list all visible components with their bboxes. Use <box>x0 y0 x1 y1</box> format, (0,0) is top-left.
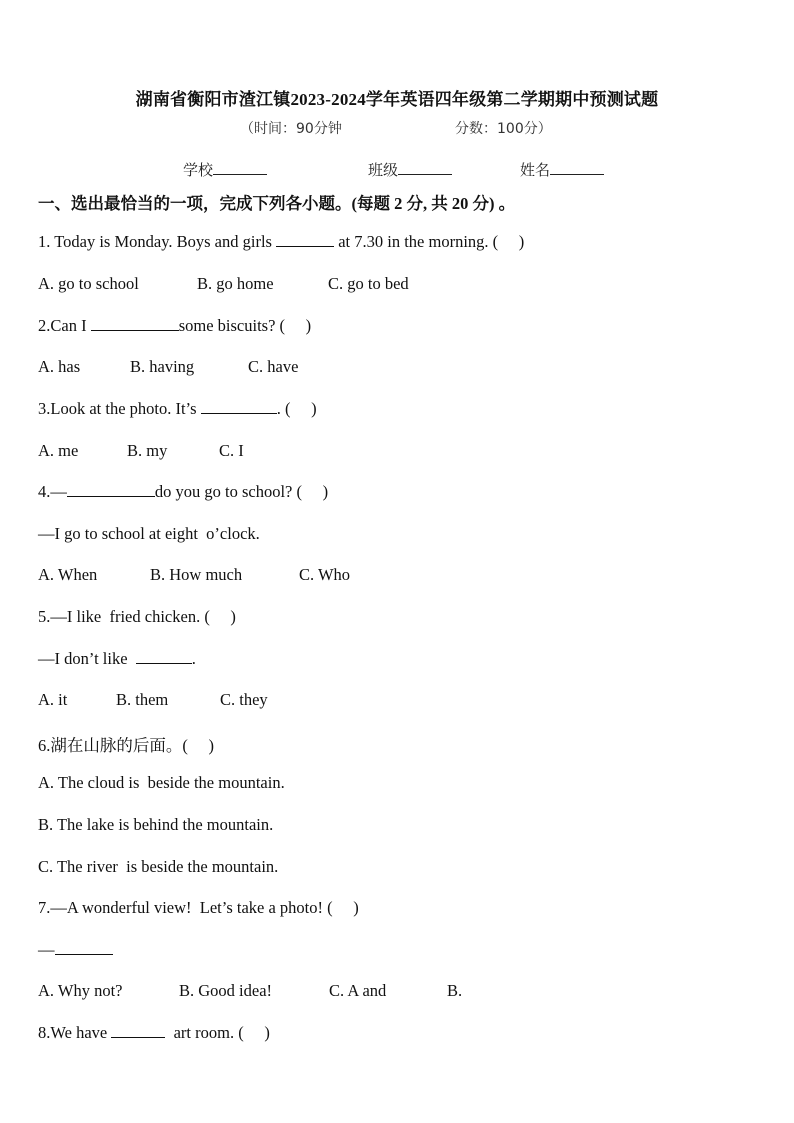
option-a[interactable]: A. The cloud is beside the mountain. <box>38 773 285 792</box>
question-text: — <box>38 940 55 959</box>
option-c[interactable]: C. have <box>248 357 299 376</box>
question-text: do you go to school? ( ) <box>154 482 329 501</box>
option-b[interactable]: B. having <box>130 357 195 376</box>
option-b[interactable]: B. go home <box>197 274 274 293</box>
question-text: 8.We have <box>38 1023 112 1042</box>
option-a[interactable]: A. Why not? <box>38 981 123 1000</box>
answer-blank[interactable] <box>201 399 277 414</box>
question-4 <box>38 482 328 502</box>
question-3 <box>38 399 317 419</box>
question-text: . <box>191 649 196 668</box>
option-d[interactable]: B. <box>447 981 463 1000</box>
question-7: 7.—A wonderful view! Let’s take a photo! ( ) <box>38 898 359 917</box>
school-blank[interactable] <box>213 160 267 175</box>
option-a[interactable]: A. me <box>38 441 79 460</box>
answer-blank[interactable] <box>55 940 113 955</box>
question-8 <box>38 1023 270 1043</box>
section-heading: 一、选出最恰当的一项，完成下列各小题。(每题 2 分, 共 20 分) 。 <box>38 194 516 213</box>
option-c[interactable]: C. A and <box>329 981 387 1000</box>
question-7-reply <box>38 940 113 960</box>
option-a[interactable]: A. has <box>38 357 81 376</box>
answer-blank[interactable] <box>91 316 179 331</box>
question-5-reply <box>38 649 196 669</box>
option-c[interactable]: C. they <box>220 690 268 709</box>
option-a[interactable]: A. it <box>38 690 68 709</box>
option-c[interactable]: C. Who <box>299 565 351 584</box>
option-c[interactable]: C. I <box>219 441 244 460</box>
option-a[interactable]: A. go to school <box>38 274 139 293</box>
question-text: —I don’t like <box>38 649 136 668</box>
question-text: 3.Look at the photo. It’s <box>38 399 201 418</box>
question-text: some biscuits? ( ) <box>178 316 312 335</box>
question-text: . ( ) <box>276 399 317 418</box>
answer-blank[interactable] <box>111 1023 165 1038</box>
option-b[interactable]: B. Good idea! <box>179 981 273 1000</box>
question-6: 6.湖在山脉的后面。( ) <box>38 736 214 755</box>
option-a[interactable]: A. When <box>38 565 98 584</box>
question-text: 2.Can I <box>38 316 91 335</box>
class-field <box>368 159 452 180</box>
option-b[interactable]: B. The lake is behind the mountain. <box>38 815 274 834</box>
question-text: art room. ( ) <box>165 1023 270 1042</box>
option-b[interactable]: B. them <box>116 690 169 709</box>
class-label: 班级 <box>368 161 399 179</box>
school-field <box>183 159 267 180</box>
option-c[interactable]: C. go to bed <box>328 274 409 293</box>
option-c[interactable]: C. The river is beside the mountain. <box>38 857 279 876</box>
exam-time: （时间：90分钟 <box>240 121 342 137</box>
question-2 <box>38 316 311 336</box>
school-label: 学校 <box>183 161 214 179</box>
question-text: 1. Today is Monday. Boys and girls <box>38 232 277 251</box>
option-b[interactable]: B. my <box>127 441 168 460</box>
question-5: 5.—I like fried chicken. ( ) <box>38 607 236 626</box>
name-field <box>520 159 604 180</box>
option-b[interactable]: B. How much <box>150 565 243 584</box>
answer-blank[interactable] <box>136 649 192 664</box>
question-4-reply: —I go to school at eight o’clock. <box>38 524 260 543</box>
class-blank[interactable] <box>398 160 452 175</box>
question-text: at 7.30 in the morning. ( ) <box>334 232 525 251</box>
answer-blank[interactable] <box>276 232 334 247</box>
question-1 <box>38 232 524 252</box>
answer-blank[interactable] <box>67 482 155 497</box>
name-blank[interactable] <box>550 160 604 175</box>
question-text: 4.— <box>38 482 67 501</box>
name-label: 姓名 <box>520 161 551 179</box>
exam-score: 分数：100分） <box>455 121 552 137</box>
page-title: 湖南省衡阳市渣江镇2023-2024学年英语四年级第二学期期中预测试题 <box>135 90 659 109</box>
